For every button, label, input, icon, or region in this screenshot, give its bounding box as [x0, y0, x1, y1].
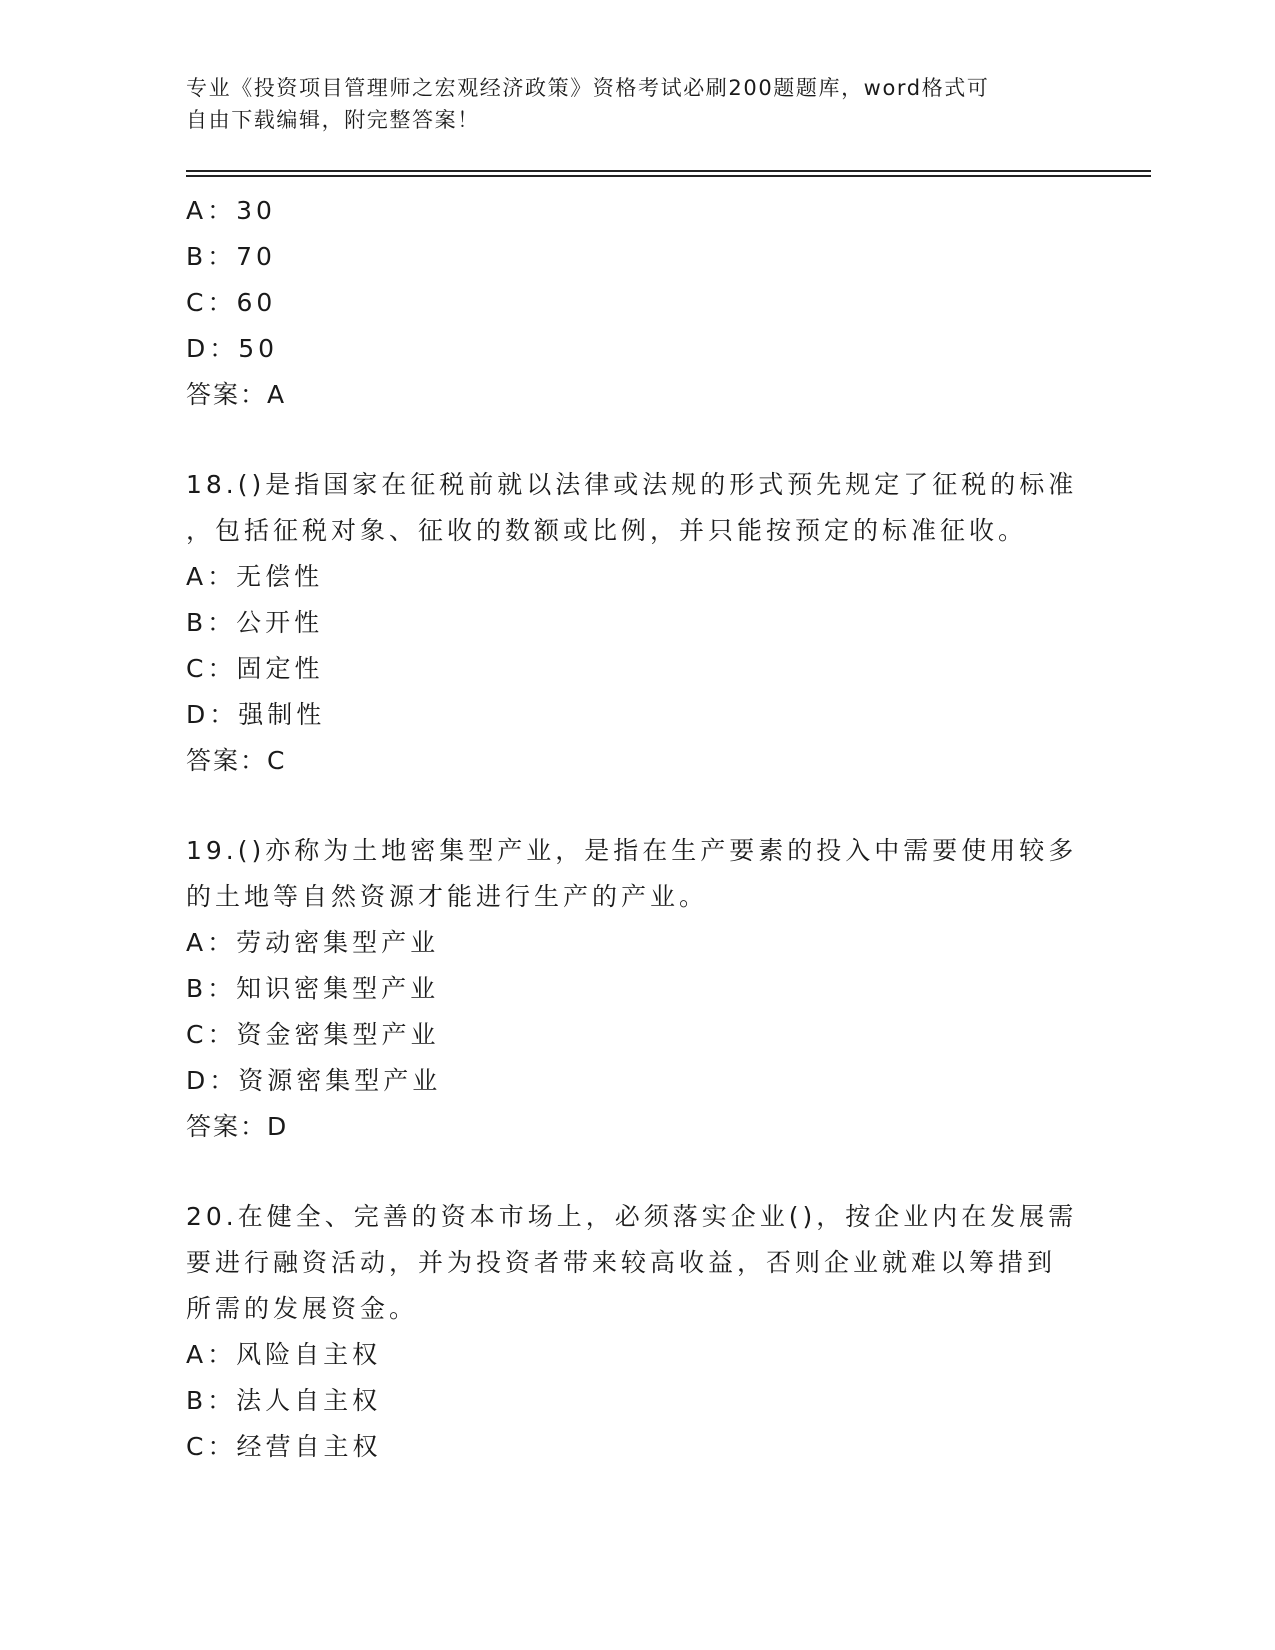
question-list	[186, 188, 1086, 1470]
question-text: 要进行融资活动，并为投资者带来较高收益，否则企业就难以筹措到	[186, 1248, 1057, 1277]
question-text: ，包括征税对象、征收的数额或比例，并只能按预定的标准征收。	[186, 516, 1028, 545]
option-a: A：30	[186, 196, 276, 225]
question-text: 20.在健全、完善的资本市场上，必须落实企业()，按企业内在发展需	[186, 1202, 1078, 1231]
question-text: 的土地等自然资源才能进行生产的产业。	[186, 882, 709, 911]
answer: 答案：A	[186, 380, 287, 409]
option-b: B：70	[186, 242, 276, 271]
option-d: D：强制性	[186, 700, 326, 729]
question-19	[186, 828, 1086, 1150]
header-divider-bottom	[186, 175, 1151, 177]
option-c: C：经营自主权	[186, 1432, 382, 1461]
question-text: 18.()是指国家在征税前就以法律或法规的形式预先规定了征税的标准	[186, 470, 1078, 499]
answer: 答案：D	[186, 1112, 289, 1141]
question-18	[186, 462, 1086, 784]
question-text: 19.()亦称为土地密集型产业，是指在生产要素的投入中需要使用较多	[186, 836, 1078, 865]
header-divider-top	[186, 170, 1151, 172]
option-a: A：风险自主权	[186, 1340, 382, 1369]
question-20	[186, 1194, 1086, 1470]
option-a: A：无偿性	[186, 562, 324, 591]
option-b: B：知识密集型产业	[186, 974, 440, 1003]
question-17-tail	[186, 188, 1086, 418]
option-c: C：资金密集型产业	[186, 1020, 440, 1049]
option-c: C：固定性	[186, 654, 324, 683]
option-c: C：60	[186, 288, 277, 317]
option-d: D：资源密集型产业	[186, 1066, 442, 1095]
option-b: B：法人自主权	[186, 1386, 382, 1415]
answer: 答案：C	[186, 746, 287, 775]
header-title-line-2: 自由下载编辑，附完整答案！	[186, 108, 480, 132]
option-b: B：公开性	[186, 608, 324, 637]
header-title-line-1: 专业《投资项目管理师之宏观经济政策》资格考试必刷200题题库，word格式可	[186, 76, 990, 100]
question-text: 所需的发展资金。	[186, 1294, 419, 1323]
page-header	[186, 72, 1086, 136]
option-d: D：50	[186, 334, 279, 363]
option-a: A：劳动密集型产业	[186, 928, 440, 957]
